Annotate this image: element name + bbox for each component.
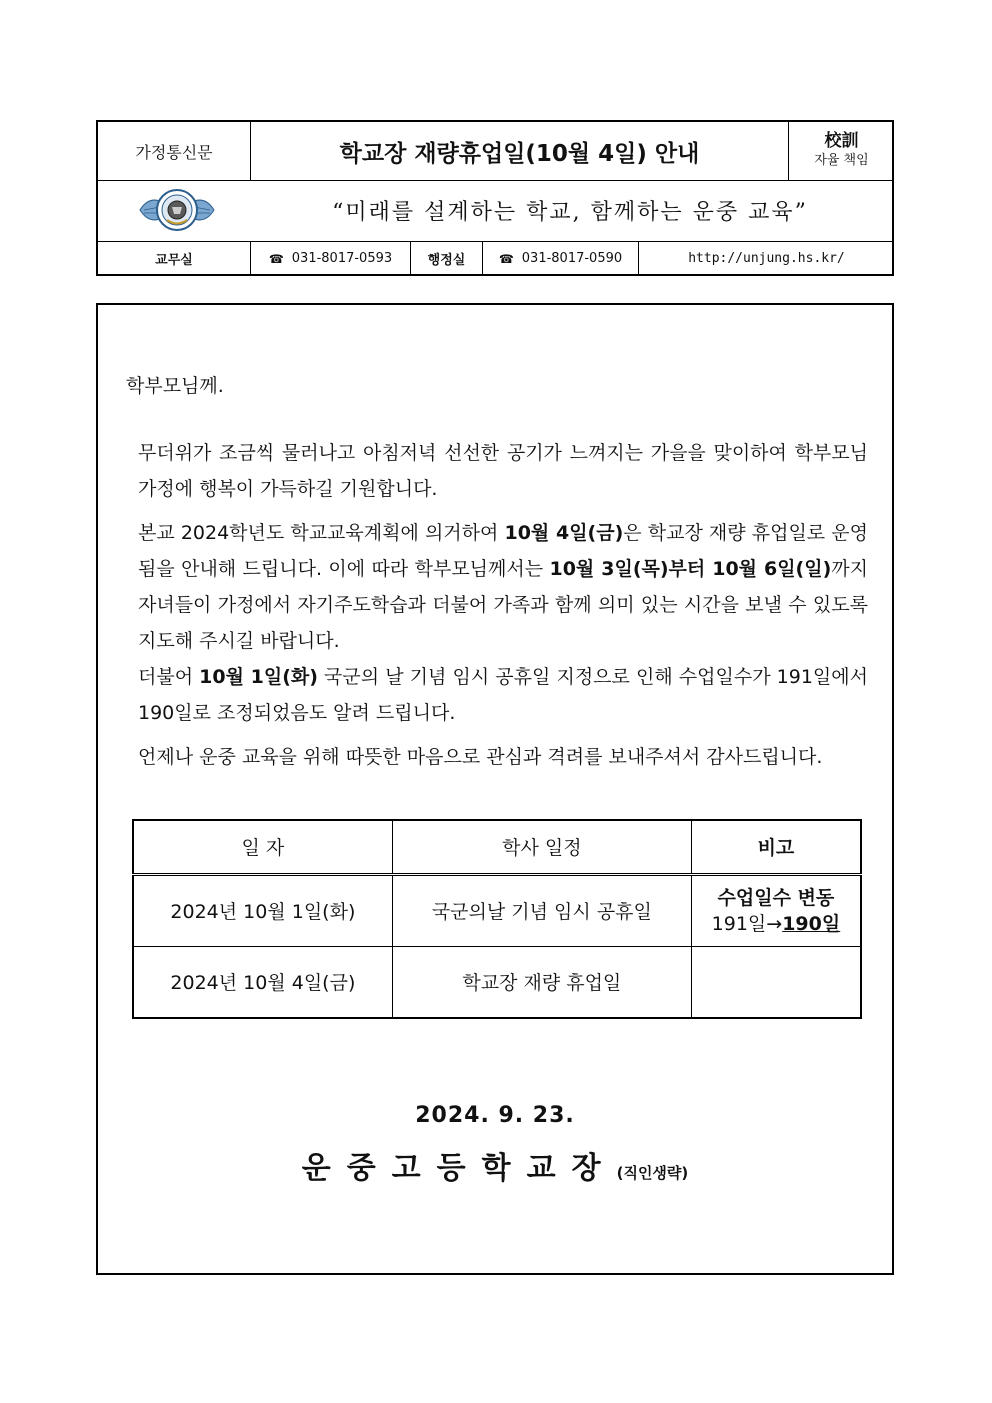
note-title: 수업일수 변동: [717, 886, 835, 909]
office-label: 교무실: [155, 253, 193, 268]
table-header-row: [133, 820, 861, 874]
school-emblem-icon: [136, 187, 218, 233]
row-note: [691, 874, 861, 946]
admin-phone: [482, 241, 638, 276]
p2-text-a: 본교 2024학년도 학교교육계획에 의거하여: [138, 522, 505, 544]
column-header-note: 비고: [691, 820, 861, 874]
motto-label: 校訓: [824, 131, 859, 151]
motto-text: 자율 책임: [814, 153, 869, 168]
schedule-table: [132, 819, 862, 1019]
p3-text-a: 더불어: [138, 666, 200, 688]
header-title-row: [98, 122, 892, 181]
letter-header: [96, 120, 894, 276]
school-slogan: “미래를 설계하는 학교, 함께하는 운중 교육”: [332, 200, 808, 225]
office-phone-number: 031-8017-0593: [291, 251, 393, 266]
note-after: 190일: [782, 912, 841, 935]
header-contact-row: [98, 241, 892, 276]
p2-period: 10월 3일(목)부터 10월 6일(일): [549, 558, 832, 580]
signer-name: 운중고등학교장: [301, 1151, 617, 1186]
paragraph-holiday-notice: [138, 515, 868, 659]
doc-type: 가정통신문: [135, 142, 213, 162]
row-event: 국군의날 기념 임시 공휴일: [392, 874, 691, 946]
paragraph-thanks: 언제나 운중 교육을 위해 따뜻한 마음으로 관심과 격려를 보내주셔서 감사드립니다.: [138, 746, 823, 768]
signature: [98, 1143, 892, 1187]
doc-title: 학교장 재량휴업일(10월 4일) 안내: [250, 122, 788, 180]
note-detail: [692, 911, 860, 937]
paragraph-day-count: [138, 659, 868, 731]
seal-note: (직인생략): [616, 1164, 689, 1182]
p3-date: 10월 1일(화): [199, 666, 318, 688]
row-event: 학교장 재량 휴업일: [392, 946, 691, 1018]
table-row: [133, 946, 861, 1018]
telephone-icon: ☎: [268, 251, 284, 266]
row-note: [691, 946, 861, 1018]
p3-text-b: 국군의 날 기념 임시 공휴일 지정으로 인해 수업일수가 191일에서 190일로 조정되었음도 알려 드립니다.: [138, 666, 868, 724]
telephone-icon: ☎: [498, 251, 514, 266]
row-date: 2024년 10월 4일(금): [133, 946, 392, 1018]
school-website-link[interactable]: http://unjung.hs.kr/: [638, 241, 894, 276]
p2-holiday-date: 10월 4일(금): [504, 522, 624, 544]
column-header-event: 학사 일정: [392, 820, 691, 874]
row-date: 2024년 10월 1일(화): [133, 874, 392, 946]
issue-date: 2024. 9. 23.: [415, 1103, 575, 1128]
school-motto: [788, 122, 894, 180]
greeting: 학부모님께.: [126, 375, 224, 397]
admin-phone-number: 031-8017-0590: [521, 251, 623, 266]
column-header-date: 일 자: [133, 820, 392, 874]
p2-text-c: 까지 자녀들이 가정에서 자기주도학습과 더불어 가족과 함께 의미 있는 시간을 보낼 수 있도록 지도해 주시길 바랍니다.: [138, 558, 868, 652]
header-slogan-row: [98, 180, 892, 242]
p2-text-b: 은 학교장 재량 휴업일로 운영됨을 안내해 드립니다. 이에 따라 학부모님께서는: [138, 522, 868, 580]
letter-body: [96, 303, 894, 1275]
table-row: [133, 874, 861, 946]
paragraph-intro: 무더위가 조금씩 물러나고 아침저녁 선선한 공기가 느껴지는 가을을 맞이하여 학부모님 가정에 행복이 가득하길 기원합니다.: [138, 442, 868, 500]
note-before: 191일→: [711, 912, 783, 935]
admin-office-label: 행정실: [410, 241, 482, 276]
office-phone: [250, 241, 410, 276]
